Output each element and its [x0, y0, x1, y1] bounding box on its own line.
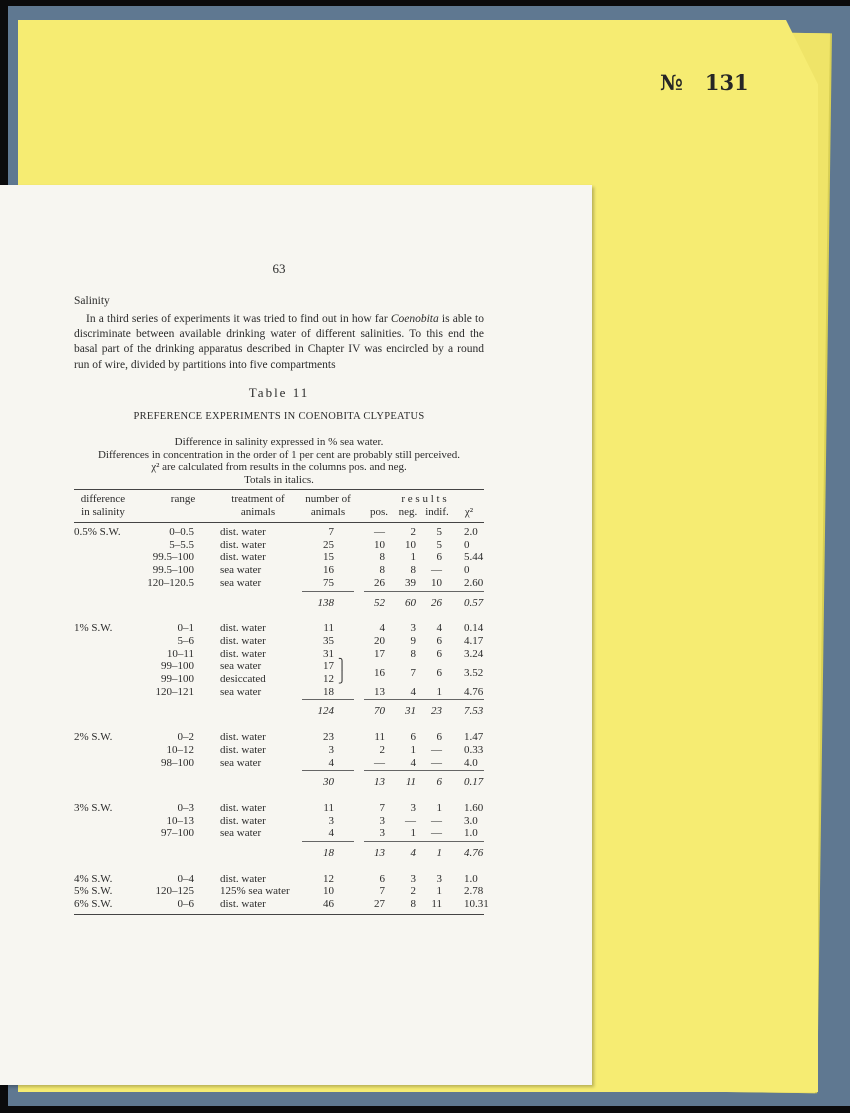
cell-range: 0–4	[177, 872, 194, 885]
merge-brace: ⎫ ⎭	[338, 659, 347, 685]
cell-pos: 27	[374, 898, 385, 911]
cell-treatment: dist. water	[220, 731, 266, 744]
cell-total-chi-square: 0.57	[464, 596, 484, 609]
table-row	[74, 744, 484, 757]
cell-neg: 1	[410, 827, 416, 840]
table-title: Table 11	[248, 385, 310, 400]
header-indif: indif.	[425, 506, 449, 518]
table-row	[74, 802, 484, 815]
cell-neg: 1	[410, 551, 416, 564]
header-number-line2: animals	[310, 506, 346, 518]
cell-indif: 11	[431, 898, 442, 911]
cell-total-indif: 1	[436, 847, 442, 859]
cell-total-number-of-animals: 30	[323, 776, 334, 789]
section-heading: Salinity	[74, 295, 110, 307]
cell-neg: 3	[410, 872, 416, 885]
cell-range: 99–100	[161, 660, 194, 673]
cell-treatment: sea water	[220, 564, 262, 577]
cell-pos: 11	[374, 731, 385, 744]
cell-number-of-animals: 17	[323, 660, 334, 673]
cell-total-chi-square: 0.17	[464, 776, 484, 789]
cell-indif: 10	[431, 576, 442, 589]
cell-number-of-animals: 25	[323, 538, 334, 551]
cell-indif: —	[431, 827, 442, 840]
cell-number-of-animals: 10	[323, 885, 334, 898]
cell-chi-square: 2.60	[464, 576, 484, 589]
table-row	[74, 622, 484, 635]
cell-treatment: dist. water	[220, 551, 266, 564]
cell-pos: 20	[374, 634, 385, 647]
header-neg: neg.	[398, 506, 418, 518]
cell-number-of-animals: 4	[328, 827, 334, 840]
document-page	[0, 185, 592, 1085]
cell-indif: 1	[436, 885, 442, 898]
paragraph-genus: Coenobita	[390, 313, 439, 325]
subtotal-rule-results	[364, 770, 484, 771]
cell-treatment: sea water	[220, 660, 262, 673]
folder-number-label: №	[660, 70, 683, 95]
cell-total-indif: 6	[436, 776, 442, 789]
cell-indif: 5	[436, 538, 442, 551]
cell-merged-chi-square: 3.52	[464, 666, 484, 679]
cell-number-of-animals: 75	[323, 576, 334, 589]
header-number-line1: number of	[305, 493, 351, 505]
cell-range: 5–6	[177, 634, 194, 647]
cell-range: 0–3	[177, 801, 194, 814]
cell-chi-square: 0	[464, 538, 470, 551]
cell-chi-square: 5.44	[464, 551, 484, 564]
cell-neg: 2	[410, 885, 416, 898]
cell-pos: 2	[379, 743, 385, 756]
cell-indif: 6	[436, 647, 442, 660]
cell-pos: 17	[374, 647, 385, 660]
cell-range: 99.5–100	[152, 564, 194, 577]
table-row	[74, 539, 484, 552]
cell-indif: 6	[436, 634, 442, 647]
cell-total-number-of-animals: 18	[323, 847, 334, 859]
cell-indif: —	[431, 564, 442, 577]
cell-total-chi-square: 7.53	[464, 705, 484, 718]
cell-neg: 39	[405, 576, 416, 589]
subtotal-rule-animals	[302, 591, 354, 592]
cell-chi-square: 10.31	[464, 898, 489, 911]
cell-chi-square: 1.0	[464, 827, 478, 840]
table-top-rule	[74, 489, 484, 490]
header-number	[300, 493, 356, 519]
cell-range: 5–5.5	[169, 538, 194, 551]
table-row	[74, 873, 484, 886]
header-treatment-line2: animals	[240, 506, 276, 518]
cell-chi-square: 0.33	[464, 743, 484, 756]
folder-number	[660, 70, 790, 110]
cell-treatment: dist. water	[220, 872, 266, 885]
cell-range: 97–100	[161, 827, 194, 840]
page-number: 63	[272, 261, 286, 276]
cell-chi-square: 2.0	[464, 526, 478, 538]
cell-neg: 4	[410, 685, 416, 698]
subtotal-rule-animals	[302, 699, 354, 700]
cell-treatment: sea water	[220, 685, 262, 698]
cell-merged-indif: 6	[436, 666, 442, 679]
cell-range: 10–12	[166, 743, 194, 756]
cell-number-of-animals: 23	[323, 731, 334, 744]
cell-pos: 10	[374, 538, 385, 551]
cell-difference: 4% S.W.	[74, 872, 113, 885]
cell-total-neg: 4	[410, 847, 416, 859]
cell-number-of-animals: 12	[323, 673, 334, 685]
table-total-row	[74, 705, 484, 718]
cell-pos: 26	[374, 576, 385, 589]
body-paragraph	[74, 312, 484, 373]
cell-range: 10–13	[166, 814, 194, 827]
cell-range: 120–125	[155, 885, 194, 898]
merged-result-row	[74, 667, 484, 680]
cell-total-number-of-animals: 124	[317, 705, 334, 718]
header-difference-line1: difference	[80, 493, 126, 505]
cell-total-pos: 52	[374, 596, 385, 609]
cell-number-of-animals: 15	[323, 551, 334, 564]
cell-range: 0–6	[177, 898, 194, 911]
table-row	[74, 648, 484, 661]
cell-number-of-animals: 12	[323, 872, 334, 885]
cell-indif: 3	[436, 872, 442, 885]
header-difference-line2: in salinity	[81, 506, 125, 518]
paragraph-end: is able to discriminate between available drinking water of different salinities. To this end the basal part of the drinking apparatus described in Chapter IV was encircled by a round run of wire, divided by partitions into five compartments	[74, 313, 484, 371]
cell-chi-square: 0.14	[464, 622, 484, 635]
cell-range: 98–100	[161, 756, 194, 769]
cell-difference: 3% S.W.	[74, 801, 113, 814]
header-chi: χ²	[464, 506, 474, 518]
header-difference	[74, 493, 132, 519]
cell-indif: 6	[436, 551, 442, 564]
cell-neg: —	[405, 814, 416, 827]
cell-total-pos: 13	[374, 776, 385, 789]
cell-pos: 7	[379, 885, 385, 898]
cell-pos: 6	[379, 872, 385, 885]
table-row	[74, 731, 484, 744]
cell-total-indif: 26	[431, 596, 442, 609]
table-row	[74, 564, 484, 577]
cell-number-of-animals: 3	[328, 814, 334, 827]
header-pos: pos.	[369, 506, 389, 518]
cell-neg: 1	[410, 743, 416, 756]
cell-range: 120–121	[155, 685, 194, 698]
subtotal-rule-animals	[302, 770, 354, 771]
cell-neg: 8	[410, 647, 416, 660]
cell-number-of-animals: 46	[323, 898, 334, 911]
table-row	[74, 898, 489, 911]
cell-neg: 8	[410, 564, 416, 577]
cell-treatment: sea water	[220, 576, 262, 589]
cell-number-of-animals: 16	[323, 564, 334, 577]
cell-number-of-animals: 35	[323, 634, 334, 647]
subtotal-rule-results	[364, 841, 484, 842]
cell-neg: 3	[410, 622, 416, 635]
cell-pos: 8	[379, 551, 385, 564]
cell-chi-square: 1.0	[464, 872, 478, 885]
header-treatment-line1: treatment of	[231, 493, 285, 505]
table-note: Difference in salinity expressed in % sea water.	[174, 436, 384, 448]
cell-total-neg: 60	[405, 596, 416, 609]
cell-range: 120–120.5	[147, 576, 194, 589]
cell-difference: 2% S.W.	[74, 731, 113, 744]
cell-chi-square: 4.76	[464, 685, 484, 698]
table-bottom-rule	[74, 914, 484, 915]
cell-pos: —	[374, 526, 385, 538]
cell-merged-pos: 16	[374, 666, 385, 679]
table-total-row	[74, 776, 484, 789]
header-treatment	[222, 493, 294, 519]
cell-pos: 4	[379, 622, 385, 635]
cell-pos: 7	[379, 801, 385, 814]
cell-pos: 8	[379, 564, 385, 577]
cell-treatment: sea water	[220, 827, 262, 840]
cell-number-of-animals: 7	[328, 526, 334, 538]
cell-difference: 1% S.W.	[74, 622, 113, 635]
header-results: r e s u l t s	[401, 493, 447, 505]
cell-total-neg: 31	[405, 705, 416, 718]
cell-treatment: desiccated	[220, 673, 266, 685]
table-row	[74, 827, 484, 840]
cell-total-neg: 11	[405, 776, 416, 789]
folder-number-value: 131	[704, 70, 749, 95]
cell-indif: —	[431, 814, 442, 827]
table-note: Totals in italics.	[244, 473, 314, 486]
cell-number-of-animals: 31	[323, 647, 334, 660]
cell-range: 10–11	[166, 647, 194, 660]
cell-difference: 5% S.W.	[74, 885, 113, 898]
cell-number-of-animals: 18	[323, 685, 334, 698]
cell-treatment: dist. water	[220, 622, 266, 635]
table-total-row	[74, 847, 484, 860]
cell-treatment: dist. water	[220, 634, 266, 647]
cell-neg: 8	[410, 898, 416, 911]
cell-range: 99–100	[161, 673, 194, 685]
cell-chi-square: 3.0	[464, 814, 478, 827]
cell-number-of-animals: 4	[328, 756, 334, 769]
cell-range: 0–1	[177, 622, 194, 635]
cell-chi-square: 3.24	[464, 647, 484, 660]
table-notes	[74, 436, 484, 486]
cell-chi-square: 1.60	[464, 801, 484, 814]
cell-treatment: dist. water	[220, 814, 266, 827]
cell-neg: 6	[410, 731, 416, 744]
cell-range: 0–2	[177, 731, 194, 744]
cell-range: 99.5–100	[152, 551, 194, 564]
cell-number-of-animals: 11	[323, 622, 334, 635]
cell-chi-square: 2.78	[464, 885, 484, 898]
cell-indif: —	[431, 743, 442, 756]
table-row	[74, 635, 484, 648]
cell-number-of-animals: 11	[323, 801, 334, 814]
cell-indif: 4	[436, 622, 442, 635]
cell-neg: 3	[410, 801, 416, 814]
cell-treatment: 125% sea water	[220, 885, 290, 898]
cell-total-chi-square: 4.76	[464, 847, 484, 859]
cell-total-indif: 23	[431, 705, 442, 718]
table-row	[74, 551, 484, 564]
table-row	[74, 885, 484, 898]
cell-pos: 13	[374, 685, 385, 698]
table-subtitle: PREFERENCE EXPERIMENTS IN COENOBITA CLYPEATUS	[133, 411, 425, 422]
table-row	[74, 577, 484, 590]
cell-treatment: sea water	[220, 756, 262, 769]
cell-indif: 6	[436, 731, 442, 744]
cell-neg: 2	[410, 526, 416, 538]
table-note: χ² are calculated from results in the columns pos. and neg.	[151, 461, 407, 474]
cell-chi-square: 4.0	[464, 756, 478, 769]
cell-indif: 1	[436, 801, 442, 814]
cell-treatment: dist. water	[220, 801, 266, 814]
cell-total-pos: 13	[374, 847, 385, 859]
cell-difference: 6% S.W.	[74, 898, 113, 911]
subtotal-rule-results	[364, 591, 484, 592]
table-row	[74, 686, 484, 699]
cell-neg: 4	[410, 756, 416, 769]
cell-difference: 0.5% S.W.	[74, 526, 121, 538]
cell-indif: 1	[436, 685, 442, 698]
cell-pos: —	[374, 756, 385, 769]
table-row	[74, 815, 484, 828]
cell-chi-square: 1.47	[464, 731, 484, 744]
cell-pos: 3	[379, 814, 385, 827]
cell-treatment: dist. water	[220, 743, 266, 756]
cell-total-pos: 70	[374, 705, 385, 718]
cell-number-of-animals: 3	[328, 743, 334, 756]
paragraph-start: In a third series of experiments it was tried to find out in how far	[86, 313, 391, 325]
cell-total-number-of-animals: 138	[317, 596, 334, 609]
subtotal-rule-results	[364, 699, 484, 700]
cell-neg: 9	[410, 634, 416, 647]
cell-treatment: dist. water	[220, 526, 266, 538]
cell-indif: 5	[436, 526, 442, 538]
cell-chi-square: 0	[464, 564, 470, 577]
cell-neg: 10	[405, 538, 416, 551]
cell-range: 0–0.5	[169, 526, 194, 538]
header-range: range	[170, 493, 196, 505]
cell-treatment: dist. water	[220, 647, 266, 660]
cell-merged-neg: 7	[410, 666, 416, 679]
cell-indif: —	[431, 756, 442, 769]
table-header-rule	[74, 522, 484, 523]
table-row	[74, 526, 484, 539]
table-total-row	[74, 597, 484, 610]
table-row	[74, 757, 484, 770]
subtotal-rule-animals	[302, 841, 354, 842]
cell-chi-square: 4.17	[464, 634, 484, 647]
cell-treatment: dist. water	[220, 538, 266, 551]
table-note: Differences in concentration in the order of 1 per cent are probably still perceived.	[97, 448, 461, 461]
cell-treatment: dist. water	[220, 898, 266, 911]
cell-pos: 3	[379, 827, 385, 840]
